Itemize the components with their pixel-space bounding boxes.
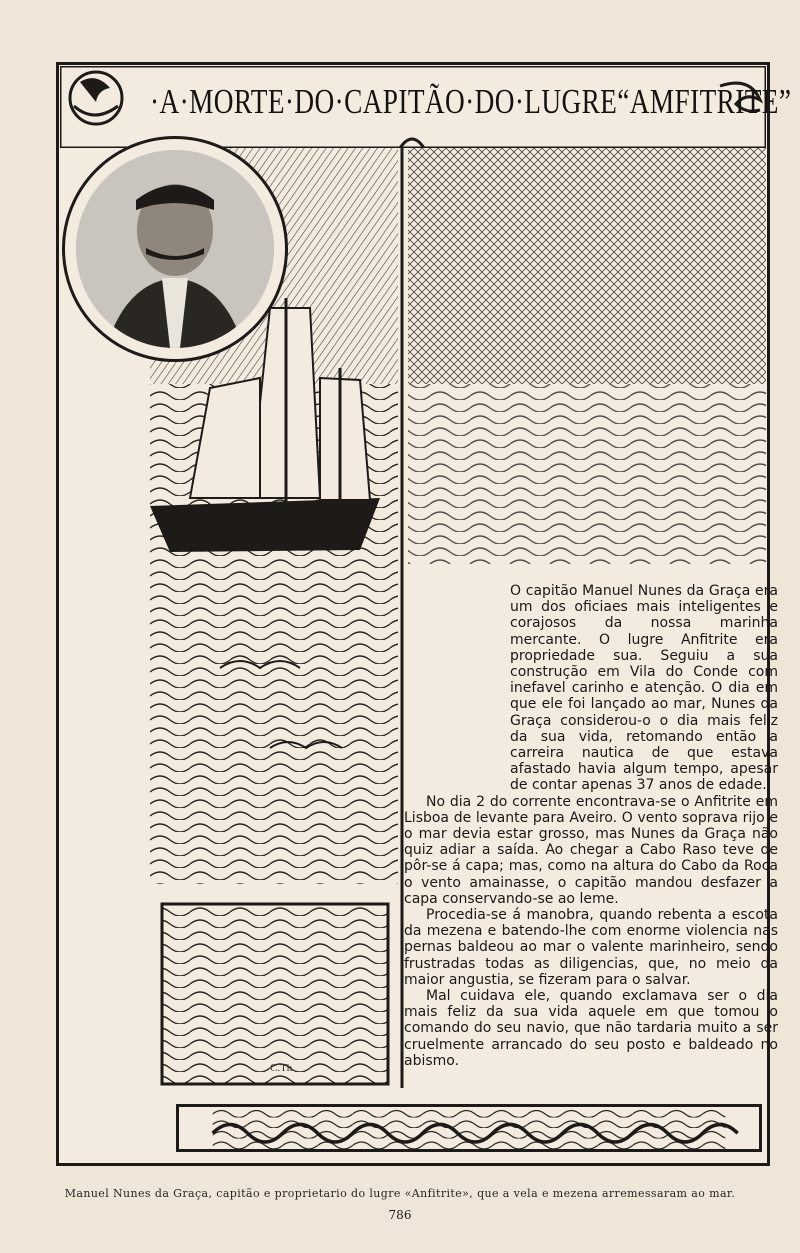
article-paragraph: O capitão Manuel Nunes da Graça era um dos oficiaes mais inteligentes e corajosos da nossa marinha mercante. O lugre Anfitrite era propriedade sua. Seguiu a sua construção em Vila do Conde com inefavel carinho e atenção. O dia em que ele foi lançado ao mar, Nunes da Graça considerou-o o dia mais feliz da sua vida, retomando então a carreira nautica de que estava afastado havia algum tempo, apesar de contar apenas 37 anos de edade. xyxy=(510,583,778,794)
article-title: ·A·MORTE·DO·CAPITÃO·DO·LUGRE“AMFITRITE” xyxy=(150,82,792,121)
page-number: 786 xyxy=(388,1208,412,1222)
captain-portrait xyxy=(76,150,274,348)
artist-signature: C.Th. xyxy=(270,1062,296,1074)
article-body xyxy=(404,583,778,1069)
photo-caption: Manuel Nunes da Graça, capitão e proprietario do lugre «Anfitrite», que a vela e mezena arremessaram ao mar. xyxy=(64,1187,736,1200)
article-paragraph: Mal cuidava ele, quando exclamava ser o dia mais feliz da sua vida aquele em que tomou o comando do seu navio, que não tardaria muito a ser cruelmente arrancado do seu posto e baldeado no abismo. xyxy=(404,988,778,1069)
article-paragraph: No dia 2 do corrente encontrava-se o Anfitrite em Lisboa de levante para Aveiro. O vento soprava rijo e o mar devia estar grosso, mas Nunes da Graça não quiz adiar a saída. Ao chegar a Cabo Raso teve de pôr-se á capa; mas, como na altura do Cabo da Roca o vento amainasse, o capitão mandou desfazer a capa conservando-se ao leme. xyxy=(404,793,778,907)
article-paragraph: Procedia-se á manobra, quando rebenta a escota da mezena e batendo-lhe com enorme violencia nas pernas baldeou ao mar o valente marinheiro, sendo frustradas todas as diligencias, que, no meio da maior angustia, se fizeram para o salvar. xyxy=(404,907,778,988)
bottom-wave-ornament xyxy=(176,1104,762,1152)
